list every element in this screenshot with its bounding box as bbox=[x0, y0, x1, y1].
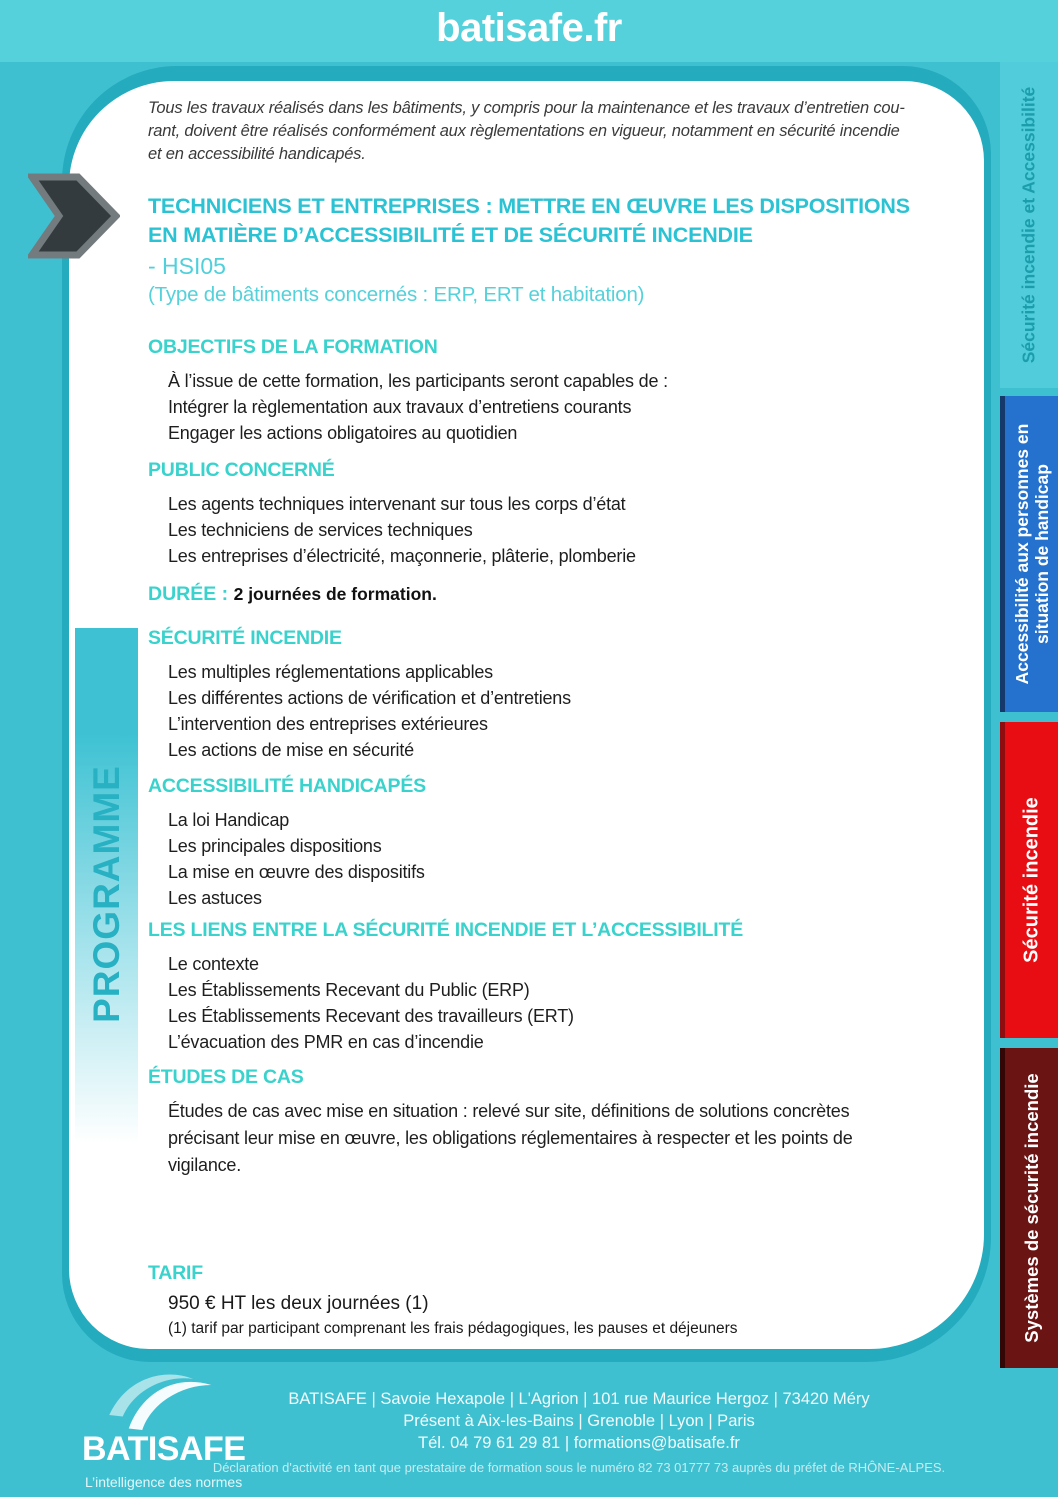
program-label: PROGRAMME bbox=[85, 765, 127, 1023]
list-item: Les Établissements Recevant du Public (ERP) bbox=[168, 980, 530, 1000]
list-item: Intégrer la règlementation aux travaux d’entretiens courants bbox=[168, 397, 632, 417]
footer-contact-block bbox=[100, 1388, 1058, 1454]
course-title-line1: TECHNICIENS ET ENTREPRISES : METTRE EN ŒUVRE LES DISPOSITIONS bbox=[148, 194, 910, 218]
sidebar-tab-securite-et-accessibilite[interactable] bbox=[1000, 62, 1058, 388]
duration-value: 2 journées de formation. bbox=[233, 584, 437, 604]
list-item: Les astuces bbox=[168, 888, 262, 908]
course-title-line2: EN MATIÈRE D’ACCESSIBILITÉ ET DE SÉCURITÉ INCENDIE bbox=[148, 223, 753, 247]
course-title bbox=[148, 192, 958, 250]
section-items-accessibilite bbox=[168, 807, 425, 911]
course-code: - HSI05 bbox=[148, 253, 226, 279]
section-heading-public: PUBLIC CONCERNÉ bbox=[148, 459, 335, 481]
footer-presence: Présent à Aix-les-Bains | Grenoble | Lyon | Paris bbox=[403, 1412, 755, 1430]
sidebar-tab-systemes-securite-incendie[interactable] bbox=[1000, 1048, 1058, 1368]
section-heading-etudes-de-cas: ÉTUDES DE CAS bbox=[148, 1066, 304, 1088]
footer-declaration: Déclaration d'activité en tant que prestataire de formation sous le numéro 82 73 01777 73 auprès du préfet de RHÔNE-ALPES. bbox=[212, 1460, 946, 1475]
list-item: Les agents techniques intervenant sur tous les corps d’état bbox=[168, 494, 626, 514]
list-item: Les principales dispositions bbox=[168, 836, 382, 856]
chevron-right-icon bbox=[28, 170, 120, 262]
paragraph-line: précisant leur mise en œuvre, les obligations réglementaires à respecter et les points de bbox=[168, 1128, 853, 1148]
tarif-note: (1) tarif par participant comprenant les frais pédagogiques, les pauses et déjeuners bbox=[168, 1320, 738, 1337]
sidebar-tab-label bbox=[1012, 396, 1052, 712]
section-items-objectifs bbox=[168, 368, 668, 446]
list-item: Les multiples réglementations applicables bbox=[168, 662, 493, 682]
duration-label: DURÉE : bbox=[148, 583, 229, 605]
section-heading-securite-incendie: SÉCURITÉ INCENDIE bbox=[148, 627, 342, 649]
intro-line: Tous les travaux réalisés dans les bâtiments, y compris pour la maintenance et les travaux d’entretien cou- bbox=[148, 99, 905, 117]
list-item: Les techniciens de services techniques bbox=[168, 520, 473, 540]
sidebar-tab-securite-incendie[interactable] bbox=[1000, 722, 1058, 1038]
sidebar-tab-label-line: Accessibilité aux personnes en bbox=[1011, 423, 1032, 685]
program-ribbon bbox=[75, 628, 138, 1160]
course-building-types: (Type de bâtiments concernés : ERP, ERT et habitation) bbox=[148, 283, 645, 306]
section-items-liens bbox=[168, 951, 574, 1055]
list-item: Les actions de mise en sécurité bbox=[168, 740, 414, 760]
duration-line bbox=[148, 583, 437, 606]
tarif-price: 950 € HT les deux journées (1) bbox=[168, 1293, 429, 1314]
list-item: L’intervention des entreprises extérieures bbox=[168, 714, 488, 734]
list-item: Engager les actions obligatoires au quotidien bbox=[168, 423, 518, 443]
footer-address: BATISAFE | Savoie Hexapole | L'Agrion | 101 rue Maurice Hergoz | 73420 Méry bbox=[288, 1390, 870, 1408]
footer-contact[interactable]: Tél. 04 79 61 29 81 | formations@batisafe.fr bbox=[418, 1434, 740, 1452]
section-heading-tarif: TARIF bbox=[148, 1262, 203, 1284]
list-item: La loi Handicap bbox=[168, 810, 290, 830]
intro-line: et en accessibilité handicapés. bbox=[148, 145, 366, 163]
intro-line: rant, doivent être réalisés conformément aux règlementations en vigueur, notamment en sécurité incendie bbox=[148, 122, 900, 140]
site-title[interactable]: batisafe.fr bbox=[436, 6, 622, 50]
section-items-public bbox=[168, 491, 636, 569]
list-item: Les différentes actions de vérification et d’entretiens bbox=[168, 688, 571, 708]
list-item: Le contexte bbox=[168, 954, 259, 974]
list-item: Les entreprises d’électricité, maçonnerie, plâterie, plomberie bbox=[168, 546, 636, 566]
paragraph-line: vigilance. bbox=[168, 1155, 242, 1175]
section-items-securite-incendie bbox=[168, 659, 571, 763]
list-item: L’évacuation des PMR en cas d’incendie bbox=[168, 1032, 484, 1052]
batisafe-logo-tagline: L’intelligence des normes bbox=[85, 1474, 243, 1490]
list-item: À l’issue de cette formation, les participants seront capables de : bbox=[168, 371, 668, 391]
sidebar-tab-label-line: situation de handicap bbox=[1031, 464, 1052, 644]
section-heading-accessibilite: ACCESSIBILITÉ HANDICAPÉS bbox=[148, 775, 426, 797]
list-item: La mise en œuvre des dispositifs bbox=[168, 862, 425, 882]
section-heading-liens: LES LIENS ENTRE LA SÉCURITÉ INCENDIE ET L’ACCESSIBILITÉ bbox=[148, 919, 744, 941]
section-heading-objectifs: OBJECTIFS DE LA FORMATION bbox=[148, 336, 438, 358]
sidebar-tab-label: Sécurité incendie bbox=[1020, 797, 1042, 963]
batisafe-logo-text: BATISAFE bbox=[82, 1430, 246, 1468]
paragraph-line: Études de cas avec mise en situation : relevé sur site, définitions de solutions concrètes bbox=[168, 1101, 850, 1121]
sidebar-tab-label: Sécurité incendie et Accessibilité bbox=[1018, 86, 1039, 364]
sidebar-tab-label: Systèmes de sécurité incendie bbox=[1020, 1073, 1042, 1343]
section-paragraph-etudes-de-cas bbox=[168, 1098, 968, 1179]
sidebar-tab-accessibilite-handicap[interactable] bbox=[1000, 396, 1058, 712]
intro-paragraph bbox=[148, 97, 958, 166]
list-item: Les Établissements Recevant des travailleurs (ERT) bbox=[168, 1006, 574, 1026]
